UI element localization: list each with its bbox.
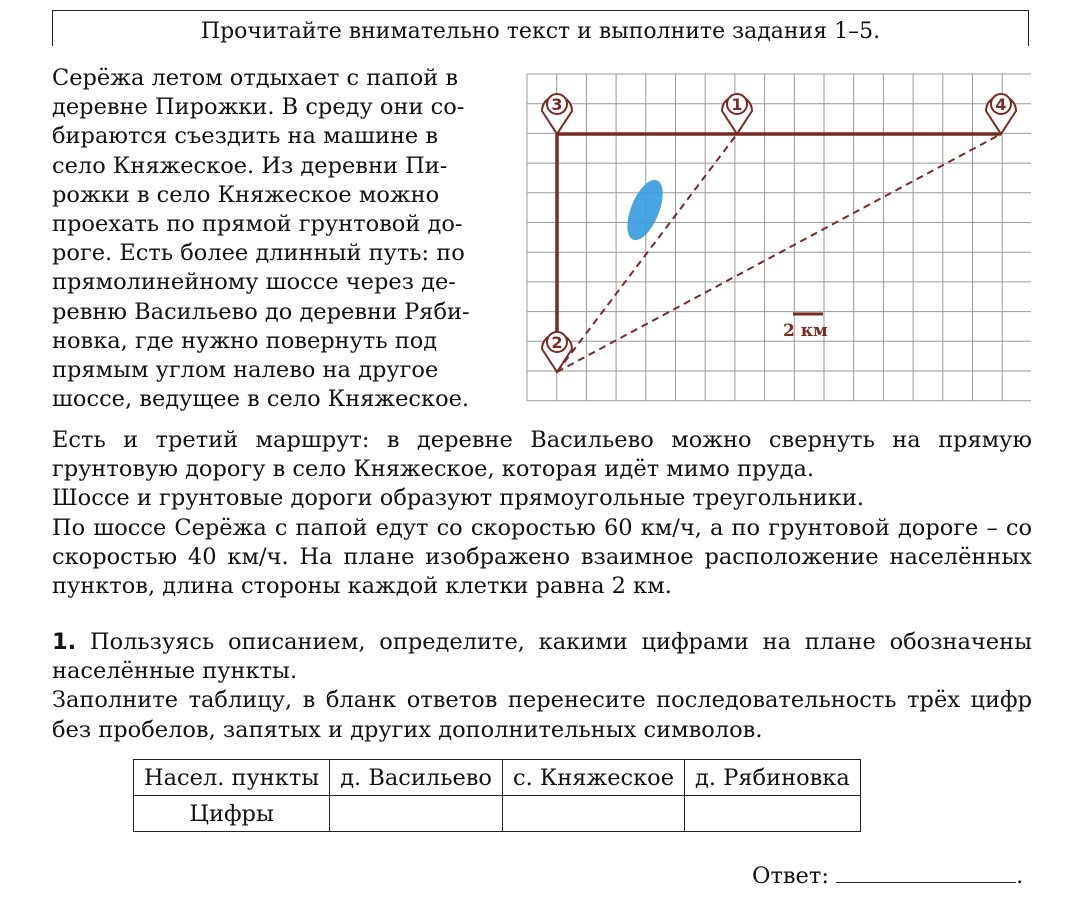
dirt-road-2-4 [557,134,1001,372]
table-header-cell: с. Княжеское [502,760,684,796]
text-line: проехать по прямой грунтовой до- [52,211,463,238]
scale-label: 2 км [783,321,828,341]
text-line: ревню Васильево до деревни Ряби- [52,298,470,325]
marker-4-label: 4 [995,95,1007,114]
text-line: бираются съездить на машине в [52,123,439,150]
text-line: новка, где нужно повернуть под [52,327,438,354]
text-line: село Княжеское. Из деревни Пи- [52,152,448,179]
description-text [52,426,1032,601]
pond [620,175,670,245]
task-number: 1. [52,629,77,655]
answer-label: Ответ: [752,863,829,889]
answer-table [133,759,861,832]
dirt-road-2-1 [557,134,737,372]
task-instruction: Заполните таблицу, в бланк ответов перенесите последовательность трёх цифр без пробелов, запятых и других дополнительных символов. [52,687,1032,743]
answer-blank[interactable] [836,860,1016,883]
instructions-header: Прочитайте внимательно текст и выполните задания 1–5. [52,10,1029,46]
digit-cell-ryabinovka[interactable] [685,796,861,832]
marker-2-label: 2 [551,333,563,352]
text-line: прямолинейному шоссе через де- [52,269,456,296]
table-header-cell: д. Васильево [330,760,503,796]
answer-end: . [1016,863,1024,889]
paragraph: По шоссе Серёжа с папой едут со скоростью 60 км/ч, а по грунтовой дороге – со скоростью 40 км/ч. На плане изображено взаимное расположение населённых пунктов, длина стороны каждой клетки равна 2 км. [52,514,1032,600]
route-map [525,72,1031,404]
digit-cell-vasilyevo[interactable] [330,796,503,832]
task-statement [52,628,1032,686]
task-text: Пользуясь описанием, определите, какими цифрами на плане обозначены населённые пункты. [52,629,1032,685]
answer-line [752,860,1023,889]
text-line: шоссе, ведущее в село Княжеское. [52,386,470,413]
table-header-cell: д. Рябиновка [685,760,861,796]
text-line: рожки в село Княжеское можно [52,181,440,208]
intro-text [52,64,510,414]
paragraph: Есть и третий маршрут: в деревне Васильево можно свернуть на прямую грунтовую дорогу в село Княжеское, которая идёт мимо пруда. [52,427,1032,483]
map-grid [527,74,1031,401]
digit-cell-knyazheskoe[interactable] [502,796,684,832]
task-1 [52,628,1032,745]
table-header-cell: Насел. пункты [134,760,330,796]
text-line: роге. Есть более длинный путь: по [52,240,465,267]
text-line: прямым углом налево на другое [52,357,439,384]
marker-1-label: 1 [731,95,743,114]
marker-3 [542,94,572,134]
table-header-row [134,760,861,796]
text-line: Серёжа летом отдыхает с папой в [52,65,459,91]
text-line: деревне Пирожки. В среду они со- [52,94,465,121]
marker-3-label: 3 [551,95,563,114]
table-row [134,796,861,832]
marker-4 [986,94,1016,134]
marker-1 [722,94,752,134]
table-row-label: Цифры [134,796,330,832]
paragraph: Шоссе и грунтовые дороги образуют прямоугольные треугольники. [52,485,865,512]
